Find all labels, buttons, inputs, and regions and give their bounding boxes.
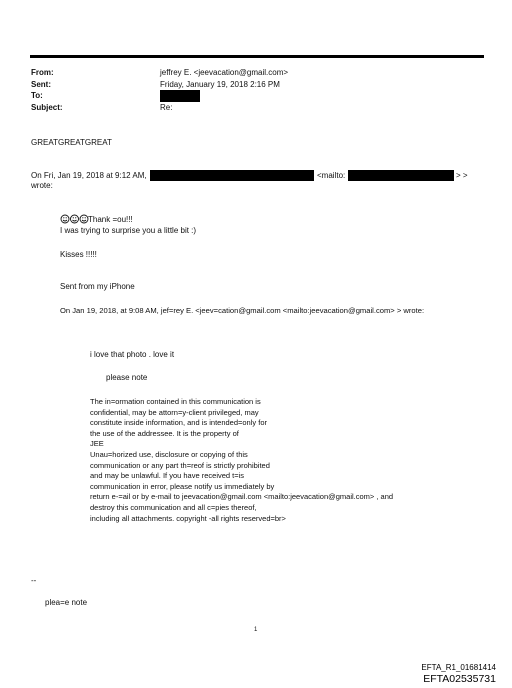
disclaimer-line: destroy this communication and all c=pies thereof, <box>90 502 257 512</box>
disclaimer-line: and may be unlawful. If you have received t=is <box>90 471 245 481</box>
quote1-prefix: On Fri, Jan 19, 2018 at 9:12 AM, <box>31 171 147 180</box>
subject-value: Re: <box>160 103 173 112</box>
signature-dash: -- <box>31 576 37 585</box>
footer-id-large: EFTA02535731 <box>423 673 496 685</box>
quote1-name-redaction <box>150 170 314 181</box>
opening-line: GREATGREATGREAT <box>31 138 112 147</box>
disclaimer-line: the use of the addressee. It is the property of <box>90 428 239 438</box>
sent-from: Sent from my iPhone <box>60 282 135 291</box>
please-note: please note <box>106 373 148 382</box>
quote1-suffix: > > <box>456 171 468 180</box>
disclaimer-line: confidential, may be attorn=y-client privileged, may <box>90 407 259 417</box>
disclaimer-line: JEE <box>90 439 104 449</box>
reply-kisses: Kisses !!!!! <box>60 250 97 259</box>
disclaimer-line: communication in error, please notify us immediately by <box>90 481 275 491</box>
reply-thanks: Thank =ou!!! <box>88 215 133 224</box>
disclaimer-line: including all attachments. copyright -all rights reserved=br> <box>90 513 286 523</box>
header-rule <box>30 55 484 58</box>
quote1-mailto: <mailto: <box>317 171 346 180</box>
disclaimer-line: communication or any part th=reof is strictly prohibited <box>90 460 270 470</box>
sent-value: Friday, January 19, 2018 2:16 PM <box>160 80 280 89</box>
sent-label: Sent: <box>31 80 51 89</box>
disclaimer-line: constitute inside information, and is intended=only for <box>90 418 267 428</box>
disclaimer-line: return e-=ail or by e-mail to jeevacation@gmail.com <mailto:jeevacation@gmail.com> , and <box>90 492 394 502</box>
quote1-email-redaction <box>348 170 454 181</box>
to-redaction <box>160 90 200 102</box>
smiley-faces-icon <box>60 214 90 224</box>
love-line: i love that photo . love it <box>90 350 175 359</box>
quote2-line: On Jan 19, 2018, at 9:08 AM, jef=rey E. <jeev=cation@gmail.com <mailto:jeevacation@gmail.com> > wrote: <box>60 306 425 315</box>
disclaimer-line: The in=ormation contained in this communication is <box>90 397 261 406</box>
from-label: From: <box>31 68 54 77</box>
disclaimer-line: Unau=horized use, disclosure or copying of this <box>90 449 248 459</box>
subject-label: Subject: <box>31 103 63 112</box>
footer-id-small: EFTA_R1_01681414 <box>421 663 496 672</box>
from-value: jeffrey E. <jeevacation@gmail.com> <box>160 68 289 77</box>
to-label: To: <box>31 91 43 100</box>
page-number: 1 <box>254 627 258 633</box>
reply-line2: I was trying to surprise you a little bit :) <box>60 226 197 235</box>
disclaimer-block <box>90 397 393 524</box>
please-note-2: plea=e note <box>45 598 88 607</box>
quote1-wrote: wrote: <box>31 181 53 190</box>
